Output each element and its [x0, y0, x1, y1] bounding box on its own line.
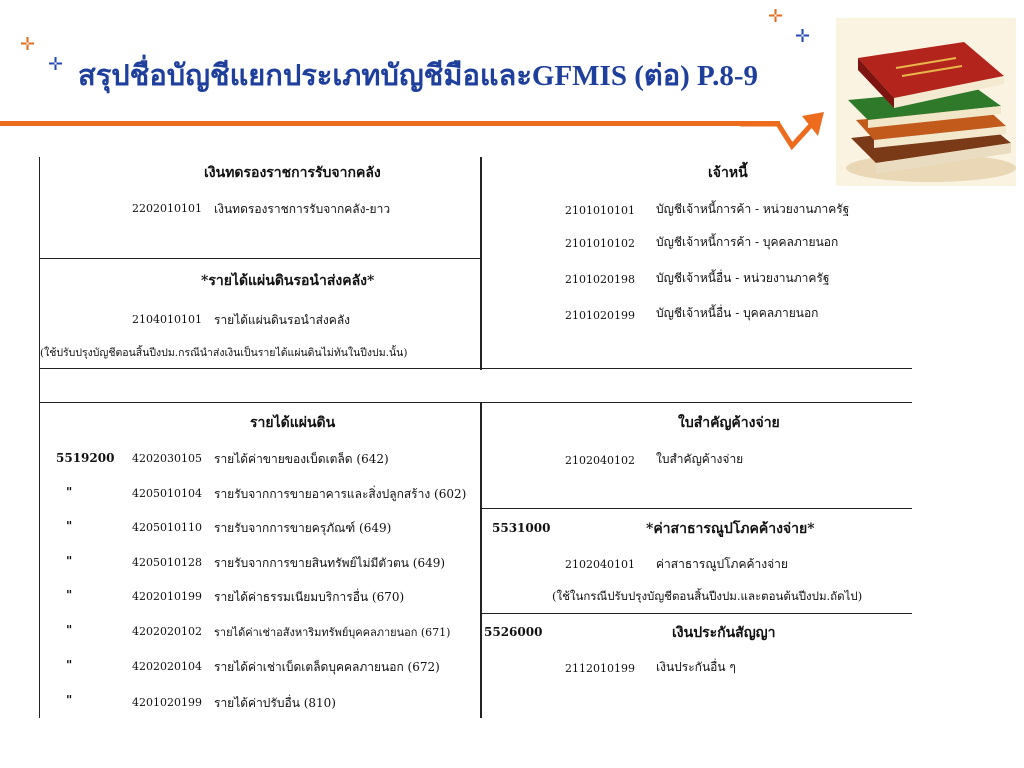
row-divider [39, 402, 912, 403]
account-name: รายรับจากการขายครุภัณฑ์ (649) [214, 521, 392, 535]
ref-code: " [66, 588, 73, 602]
ref-code: " [66, 623, 73, 637]
account-code: 2104010101 [132, 313, 202, 326]
section-note: (ใช้ปรับปรุงบัญชีตอนสิ้นปีงปม.กรณีนำส่งเงินเป็นรายได้แผ่นดินไม่ทันในปีงปม.นั้น) [40, 347, 408, 359]
section-heading: ใบสำคัญค้างจ่าย [678, 415, 780, 431]
account-code: 4202030105 [132, 452, 202, 465]
account-name: รายได้ค่าธรรมเนียมบริการอื่น (670) [214, 590, 405, 604]
account-name: บัญชีเจ้าหนี้การค้า - บุคคลภายนอก [656, 235, 839, 249]
ref-code: " [66, 693, 73, 707]
account-code: 4202020102 [132, 625, 202, 638]
left-border [39, 157, 40, 718]
account-name: รายรับจากการขายอาคารและสิ่งปลูกสร้าง (602) [214, 487, 467, 501]
account-code: 4205010110 [132, 521, 202, 534]
account-name: รายรับจากการขายสินทรัพย์ไม่มีตัวตน (649) [214, 556, 446, 570]
account-name: ใบสำคัญค้างจ่าย [656, 452, 744, 466]
row-divider [39, 368, 912, 369]
row-divider [39, 258, 480, 259]
account-name: รายได้ค่าเช่าอสังหาริมทรัพย์บุคคลภายนอก (671) [214, 626, 451, 639]
section-heading: รายได้แผ่นดิน [250, 415, 336, 431]
account-code: 4205010104 [132, 487, 202, 500]
section-heading: *รายได้แผ่นดินรอนำส่งคลัง* [201, 273, 375, 289]
ref-code: " [66, 485, 73, 499]
ref-code: " [66, 554, 73, 568]
account-code: 4202010199 [132, 590, 202, 603]
row-divider [482, 508, 912, 509]
account-name: รายได้ค่าปรับอื่น (810) [214, 696, 336, 710]
ref-code: 5526000 [484, 625, 543, 639]
account-code: 2101020198 [565, 273, 635, 286]
account-code: 4205010128 [132, 556, 202, 569]
account-name: เงินทดรองราชการรับจากคลัง-ยาว [214, 202, 391, 216]
section-note: (ใช้ในกรณีปรับปรุงบัญชีตอนสิ้นปีงปม.และตอนต้นปีงปม.ถัดไป) [552, 589, 863, 603]
account-code: 4201020199 [132, 696, 202, 709]
page-title: สรุปชื่อบัญชีแยกประเภทบัญชีมือและGFMIS (ต่อ) P.8-9 [78, 60, 758, 92]
account-code: 2202010101 [132, 202, 202, 215]
account-name: รายได้ค่าเช่าเบ็ดเตล็ดบุคคลภายนอก (672) [214, 660, 440, 674]
ref-code: " [66, 658, 73, 672]
center-divider [480, 402, 482, 718]
account-code: 2101010102 [565, 237, 635, 250]
account-code: 4202020104 [132, 660, 202, 673]
account-code: 2101010101 [565, 204, 635, 217]
account-name: รายได้แผ่นดินรอนำส่งคลัง [214, 313, 351, 327]
ref-code: " [66, 519, 73, 533]
account-name: เงินประกันอื่น ๆ [656, 660, 736, 674]
title-underline [0, 121, 780, 126]
account-name: บัญชีเจ้าหนี้อื่น - บุคคลภายนอก [656, 306, 819, 320]
account-code: 2101020199 [565, 309, 635, 322]
section-heading: *ค่าสาธารณูปโภคค้างจ่าย* [646, 521, 815, 537]
section-heading: เงินทดรองราชการรับจากคลัง [204, 165, 381, 181]
arrow-icon [740, 110, 830, 160]
account-name: บัญชีเจ้าหนี้การค้า - หน่วยงานภาครัฐ [656, 202, 850, 216]
sparkle-icon: ✛ [48, 54, 64, 75]
ref-code: 5519200 [56, 451, 115, 465]
books-icon [836, 18, 1016, 186]
account-code: 2102040101 [565, 558, 635, 571]
account-name: รายได้ค่าขายของเบ็ดเตล็ด (642) [214, 452, 389, 466]
account-code: 2102040102 [565, 454, 635, 467]
account-name: บัญชีเจ้าหนี้อื่น - หน่วยงานภาครัฐ [656, 271, 830, 285]
account-code: 2112010199 [565, 662, 635, 675]
row-divider [482, 613, 912, 614]
section-heading: เจ้าหนี้ [708, 165, 748, 181]
ref-code: 5531000 [492, 521, 551, 535]
center-divider [480, 157, 482, 370]
sparkle-icon: ✛ [20, 34, 36, 55]
section-heading: เงินประกันสัญญา [672, 625, 776, 641]
sparkle-icon: ✛ [768, 6, 784, 27]
sparkle-icon: ✛ [795, 26, 811, 47]
account-name: ค่าสาธารณูปโภคค้างจ่าย [656, 557, 788, 571]
